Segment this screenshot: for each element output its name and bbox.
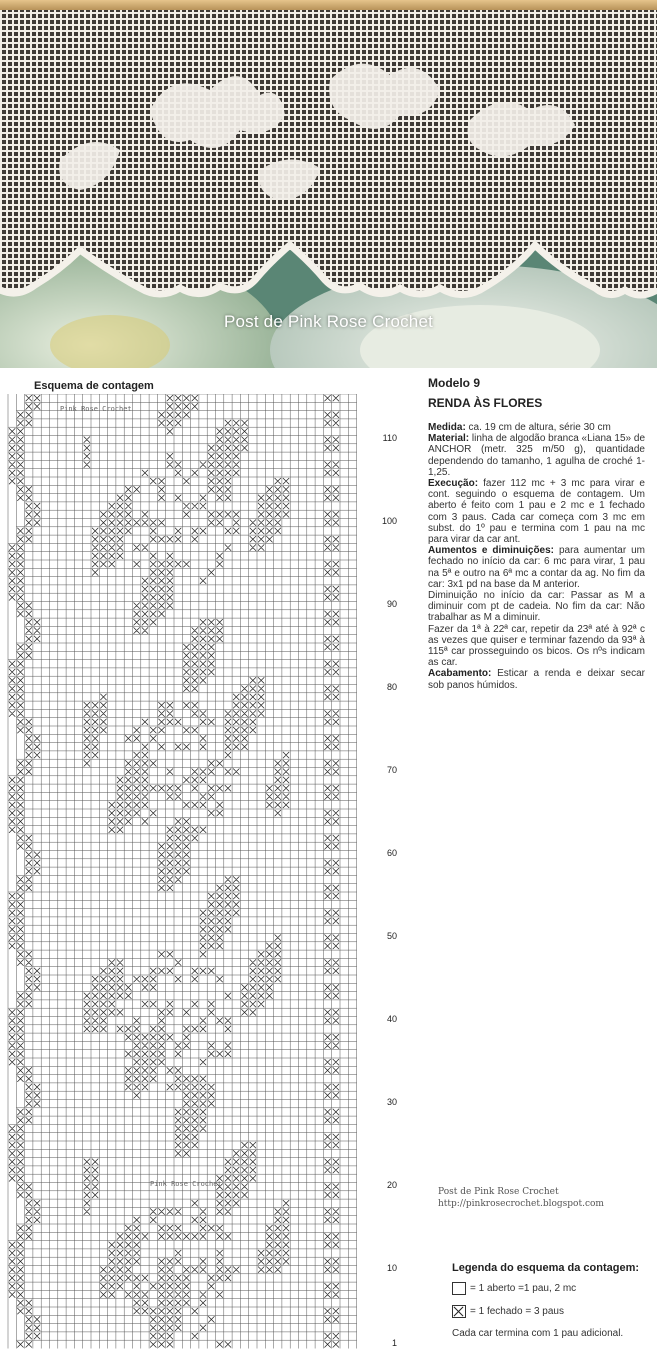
- instruction-label: Execução:: [428, 478, 479, 490]
- instruction-paragraph: [428, 433, 645, 478]
- row-number: 1: [391, 1338, 397, 1348]
- chart-grid-lines: [8, 394, 357, 1349]
- row-number: 110: [382, 433, 397, 443]
- lace-photo: [0, 0, 657, 368]
- site-credit: [438, 1186, 604, 1210]
- instruction-paragraph: [428, 478, 645, 545]
- instruction-text: Esticar a renda e deixar secar sob panos húmidos.: [428, 668, 645, 691]
- open-mesh-icon: [452, 1282, 466, 1295]
- chart-watermark: Pink Rose Crochet: [60, 405, 132, 413]
- instruction-label: Material:: [428, 433, 470, 445]
- instruction-paragraph: [428, 668, 645, 690]
- instruction-text: linha de algodão branca «Liana 15» de ANCHOR (metr. 325 m/50 g), quantidade dependendo do tamanho, 1 agulha de croché 1-1,25.: [428, 433, 645, 478]
- instruction-paragraph: [428, 590, 645, 624]
- legend-open-text: = 1 aberto =1 pau, 2 mc: [470, 1283, 577, 1295]
- instruction-paragraph: [428, 422, 645, 433]
- closed-mesh-icon: [452, 1305, 466, 1318]
- instruction-text: para aumentar um fechado no início da car: 6 mc para virar, 1 pau na 5ª e outro na 6ª mc a contar da ag. No fim da car: 3x1 pd na base da M anterior.: [428, 545, 645, 590]
- model-number: Modelo 9: [428, 376, 481, 390]
- instructions: [428, 422, 645, 691]
- legend-open: [452, 1282, 576, 1295]
- row-number: 80: [386, 682, 397, 692]
- legend-closed: [452, 1305, 564, 1318]
- instruction-paragraph: [428, 545, 645, 590]
- credit-name: Post de Pink Rose Crochet: [438, 1187, 559, 1197]
- row-number: 30: [386, 1097, 397, 1107]
- row-number: 20: [386, 1180, 397, 1190]
- chart-title: Esquema de contagem: [34, 380, 154, 392]
- filet-chart: [0, 394, 360, 1354]
- instruction-text: fazer 112 mc + 3 mc para virar e cont. seguindo o esquema de contagem. Um aberto é feito com 1 pau e 2 mc e 1 fechado com 3 paus. Cada car começa com 3 mc em subst. do 1º pau e termina com 1 pau na mc para virar da car ant.: [428, 478, 645, 546]
- instruction-paragraph: [428, 624, 645, 669]
- instruction-label: Acabamento:: [428, 668, 492, 680]
- legend-closed-text: = 1 fechado = 3 paus: [470, 1306, 564, 1318]
- instruction-text: Fazer da 1ª à 22ª car, repetir da 23ª até à 92ª c as vezes que quiser e terminar fazendo da 93ª à 115ª car prosseguindo os bicos. Os nºs indicam as car.: [428, 623, 645, 669]
- row-number: 90: [386, 599, 397, 609]
- instruction-label: Medida:: [428, 422, 466, 433]
- chart-watermark: Pink Rose Crochet: [150, 1180, 222, 1188]
- legend-title: Legenda do esquema da contagem:: [452, 1262, 640, 1274]
- row-number: 10: [386, 1263, 397, 1273]
- row-number: 70: [386, 765, 397, 775]
- photo-watermark: Post de Pink Rose Crochet: [223, 312, 434, 331]
- row-number: 100: [381, 516, 397, 526]
- row-number: 50: [386, 931, 397, 941]
- row-number: 60: [386, 848, 397, 858]
- credit-url: http://pinkrosecrochet.blogspot.com: [438, 1199, 604, 1209]
- instruction-text: ca. 19 cm de altura, série 30 cm: [465, 422, 611, 433]
- legend-note: Cada car termina com 1 pau adicional.: [452, 1328, 624, 1339]
- instruction-text: Diminuição no início da car: Passar as M a diminuir com pt de cadeia. No fim da car: Não trabalhar as M a diminuir.: [428, 590, 645, 624]
- instruction-label: Aumentos e diminuições:: [428, 545, 555, 557]
- row-number: 40: [386, 1014, 397, 1024]
- pattern-title: RENDA ÀS FLORES: [428, 396, 543, 410]
